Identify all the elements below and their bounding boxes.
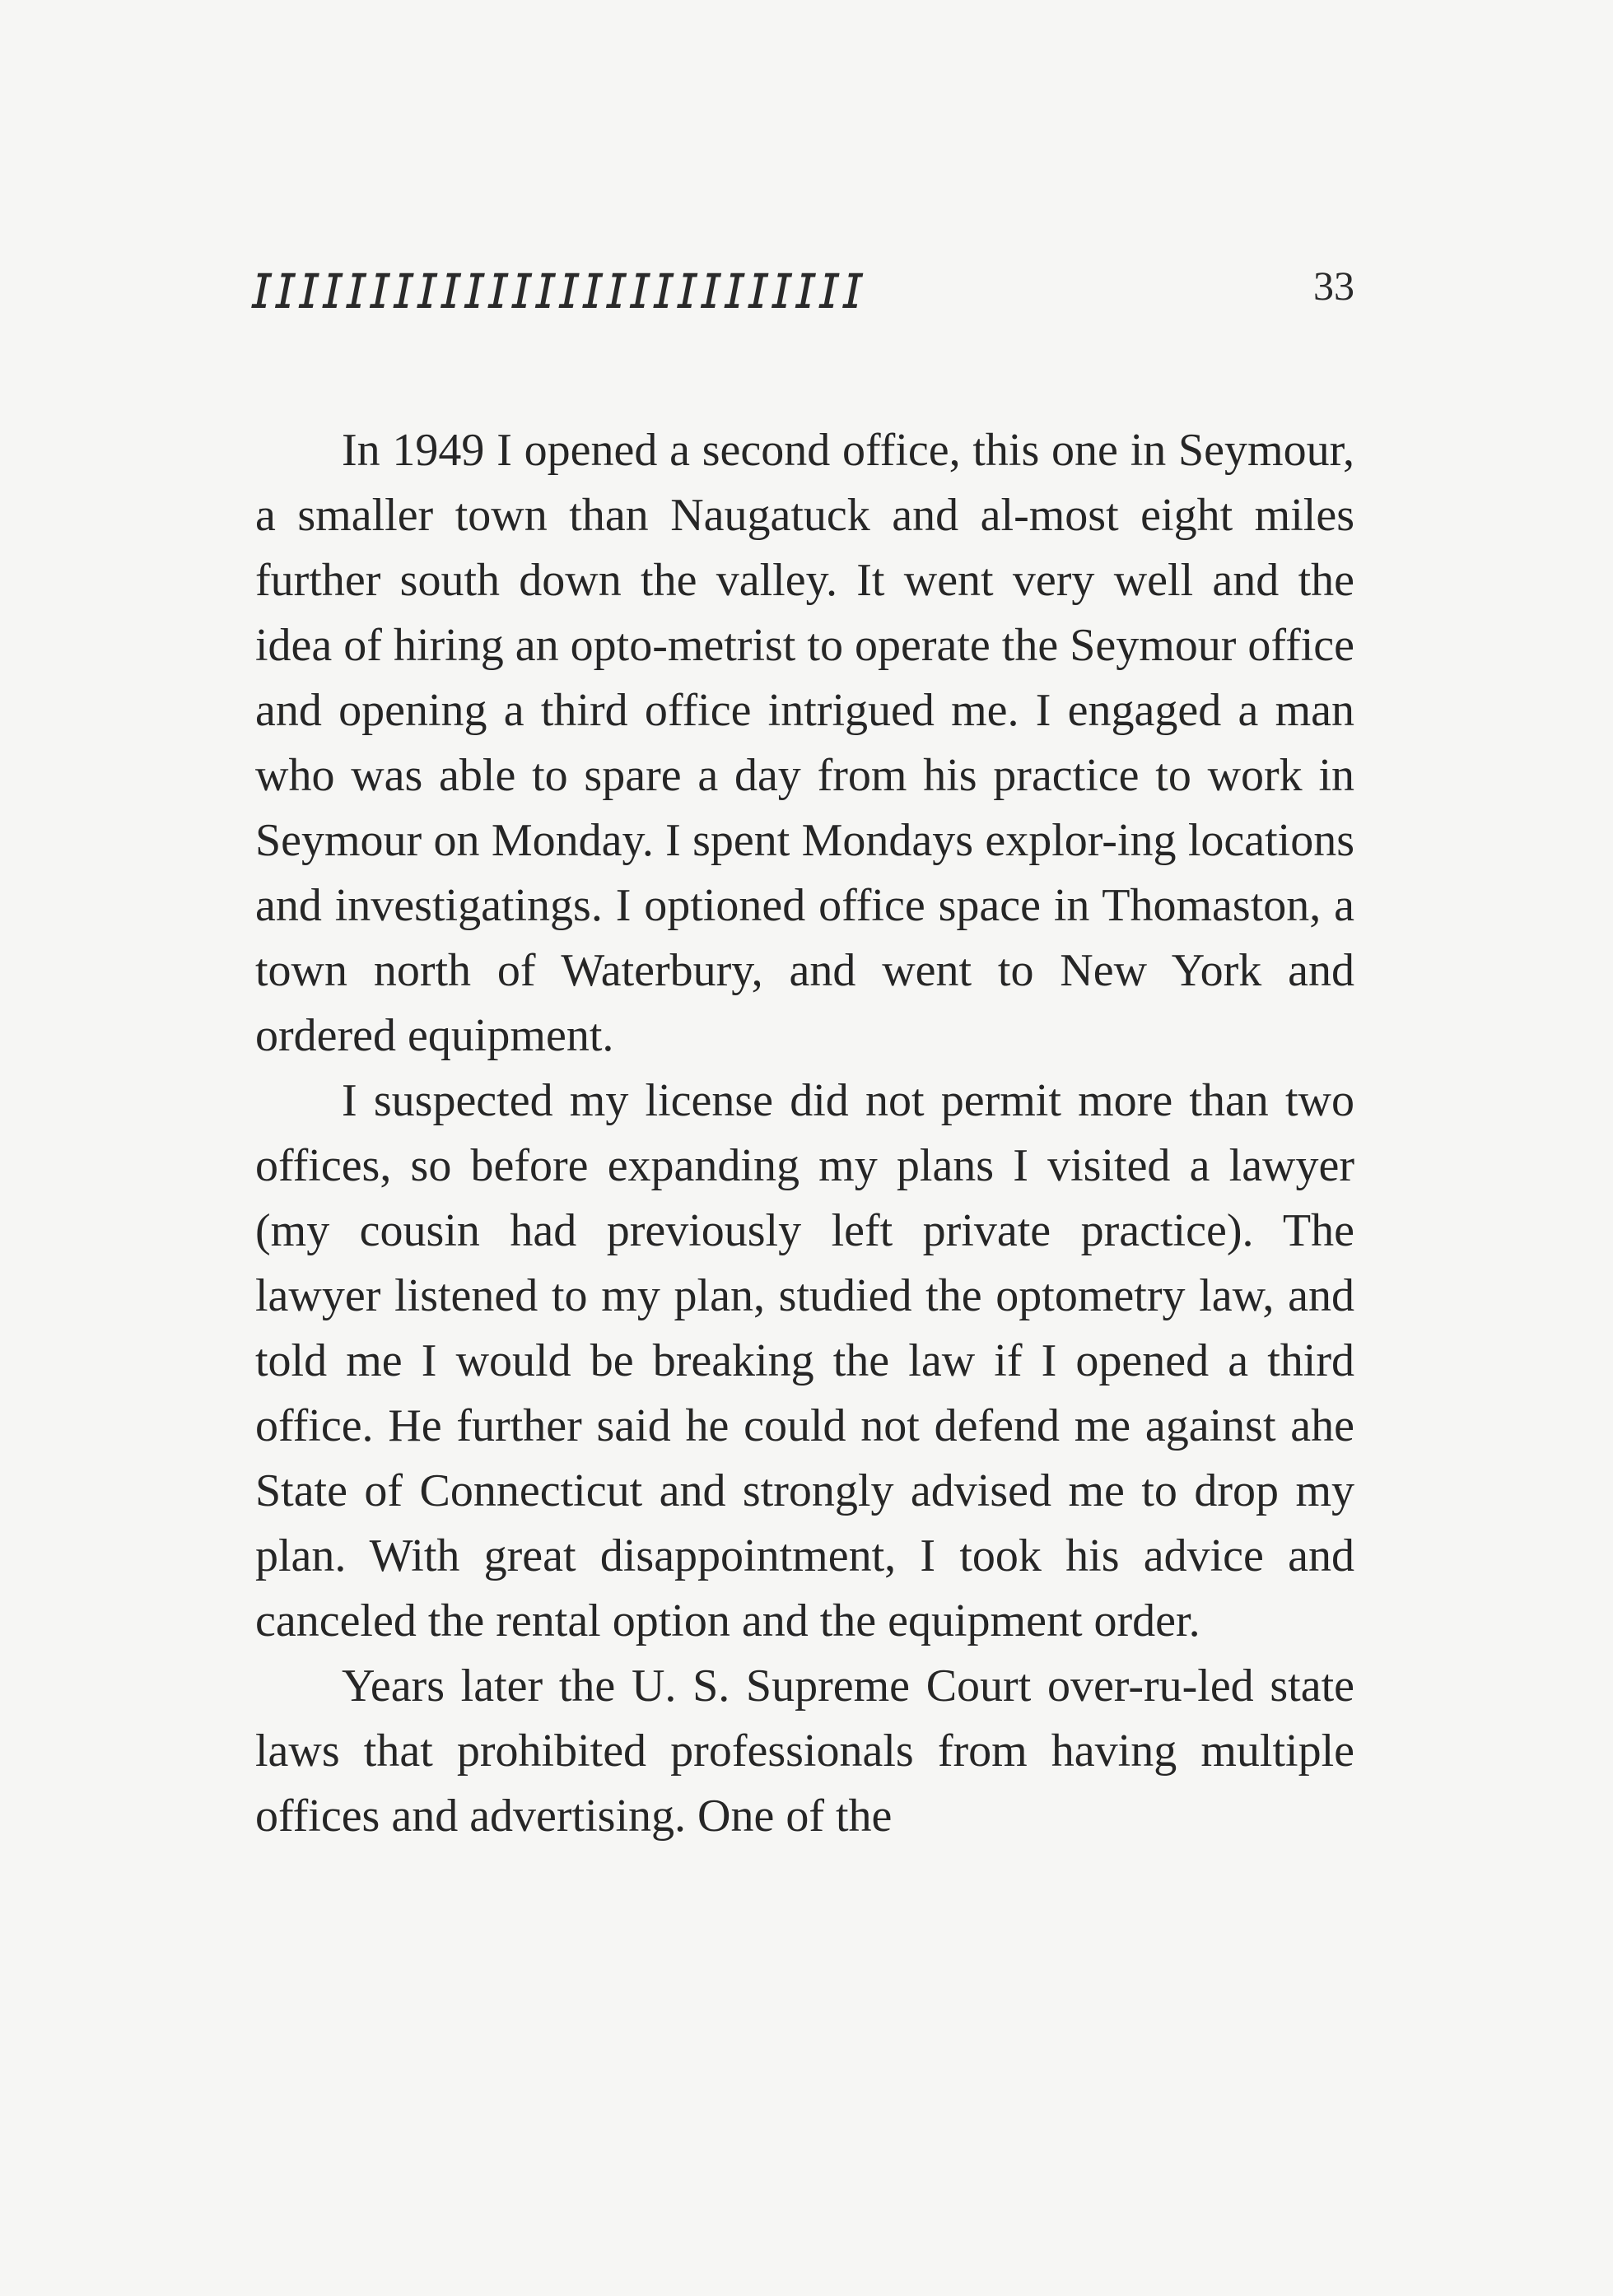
body-text — [255, 418, 1354, 1849]
paragraph: I suspected my license did not permit more than two offices, so before expanding my plans I visited a lawyer (my cousin had previously left private practice). The lawyer listened to my plan, studied the optometry law, and told me I would be breaking the law if I opened a third office. He further said he could not defend me against ahe State of Connecticut and strongly advised me to drop my plan. With great disappointment, I took his advice and canceled the rental option and the equipment order. — [255, 1075, 1354, 1646]
page-header — [251, 247, 1354, 321]
paragraph: Years later the U. S. Supreme Court over-ru-led state laws that prohibited professionals from having multiple offices and advertising. One of the — [255, 1660, 1354, 1842]
paragraph: In 1949 I opened a second office, this one in Seymour, a smaller town than Naugatuck and al-most eight miles further south down the valley. It went very well and the idea of hiring an opto-metrist to operate the Seymour office and opening a third office intrigued me. I engaged a man who was able to spare a day from his practice to work in Seymour on Monday. I spent Mondays explor-ing locations and investigatings. I optioned office space in Thomaston, a town north of Waterbury, and went to New York and ordered equipment. — [255, 425, 1354, 1061]
header-ornament: 𝘐𝘐𝘐𝘐𝘐𝘐𝘐𝘐𝘐𝘐𝘐𝘐𝘐𝘐𝘐𝘐𝘐𝘐𝘐𝘐𝘐𝘐𝘐𝘐𝘐𝘐 — [251, 263, 866, 319]
page-number: 33 — [1313, 263, 1354, 309]
